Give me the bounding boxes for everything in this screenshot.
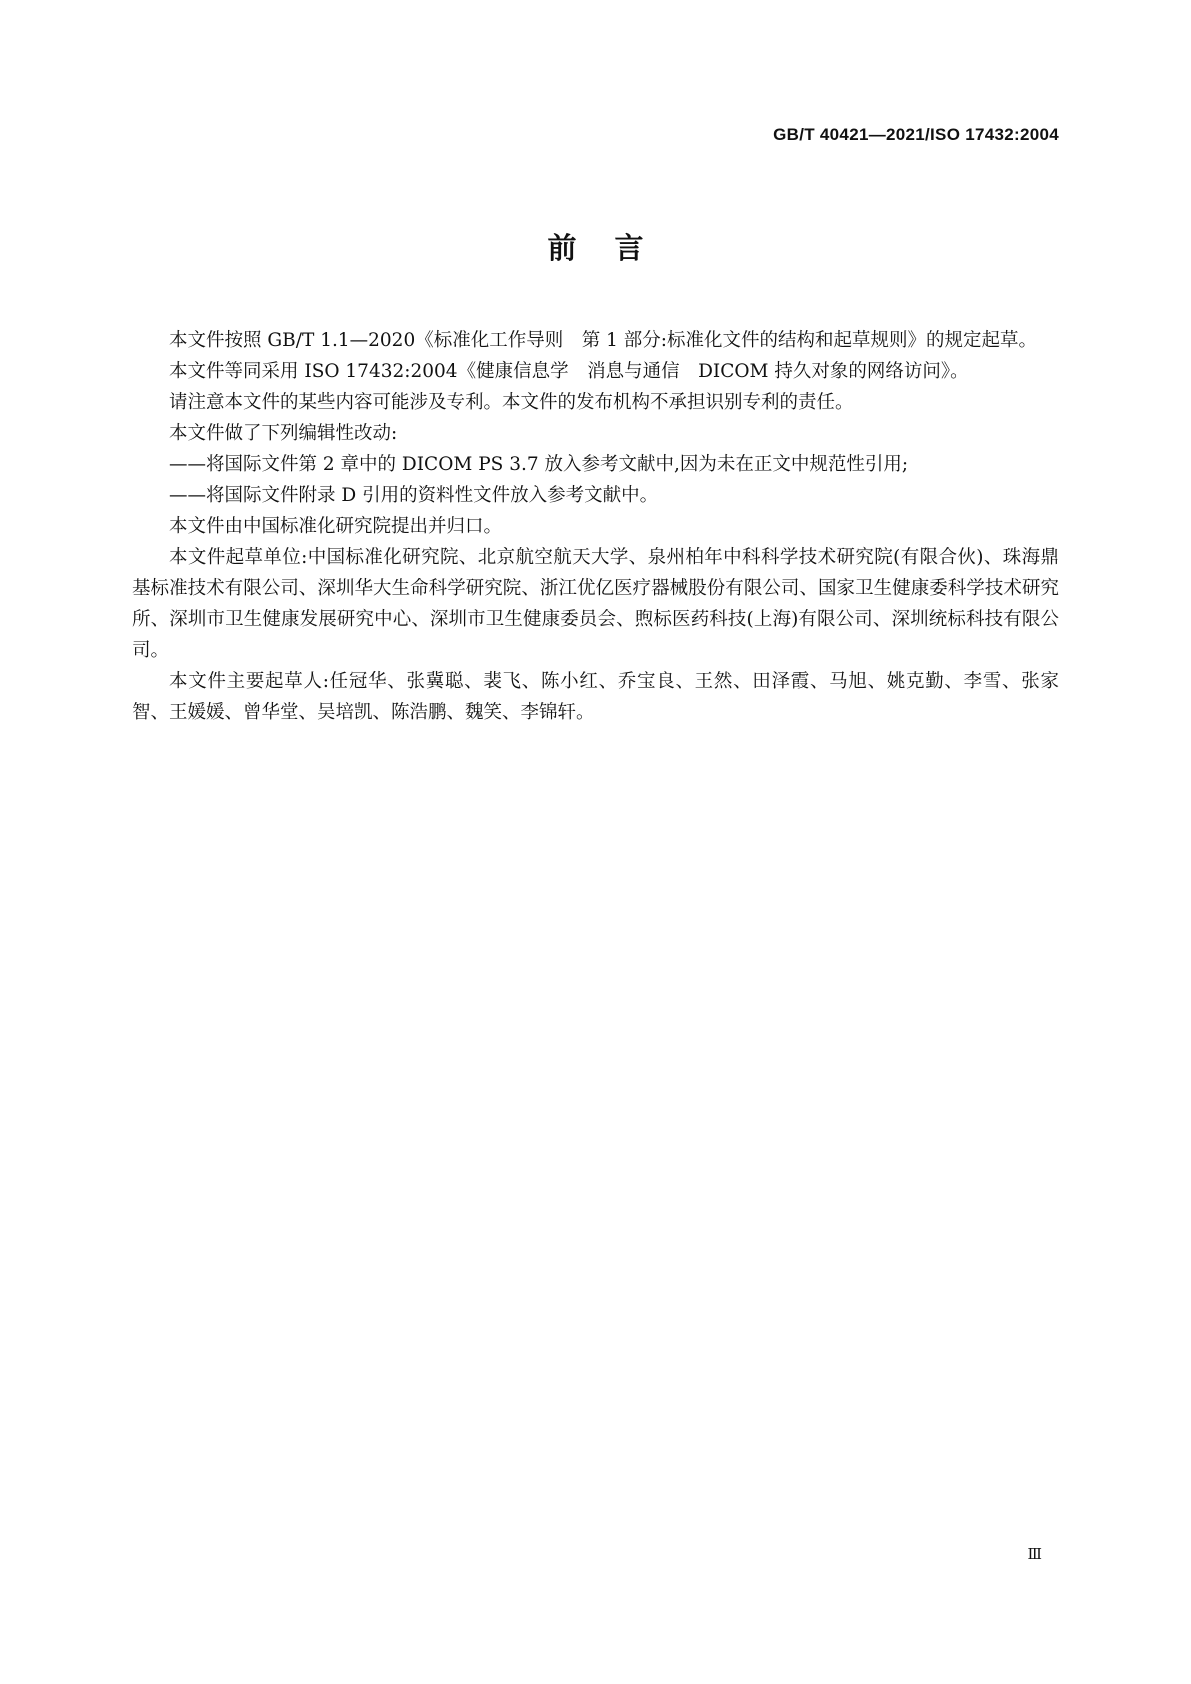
paragraph-adoption: 本文件等同采用 ISO 17432:2004《健康信息学 消息与通信 DICOM 持久对象的网络访问》。 — [169, 361, 969, 382]
paragraph-drafting-rules: 本文件按照 GB/T 1.1—2020《标准化工作导则 第 1 部分:标准化文件的结构和起草规则》的规定起草。 — [169, 330, 1037, 351]
paragraph-proposer: 本文件由中国标准化研究院提出并归口。 — [169, 516, 503, 537]
paragraph-edits-intro: 本文件做了下列编辑性改动: — [169, 423, 398, 444]
paragraph-drafters: 本文件主要起草人:任冠华、张冀聪、裴飞、陈小红、乔宝良、王然、田泽霞、马旭、姚克勤、李雪、张家智、王媛媛、曾华堂、吴培凯、陈浩鹏、魏笑、李锦轩。 — [132, 671, 1059, 723]
page-title: 前言 — [547, 231, 682, 265]
standard-number: GB/T 40421—2021/ISO 17432:2004 — [773, 125, 1059, 144]
paragraph-patent-notice: 请注意本文件的某些内容可能涉及专利。本文件的发布机构不承担识别专利的责任。 — [169, 392, 854, 413]
foreword-body — [132, 325, 1059, 728]
paragraph-drafting-units: 本文件起草单位:中国标准化研究院、北京航空航天大学、泉州柏年中科科学技术研究院(有限合伙)、珠海鼎基标准技术有限公司、深圳华大生命科学研究院、浙江优亿医疗器械股份有限公司、国家卫生健康委科学技术研究所、深圳市卫生健康发展研究中心、深圳市卫生健康委员会、煦标医药科技(上海)有限公司、深圳统标科技有限公司。 — [132, 547, 1059, 661]
list-item-edit-2: ——将国际文件附录 D 引用的资料性文件放入参考文献中。 — [169, 485, 659, 506]
page-number: Ⅲ — [1027, 1545, 1043, 1563]
list-item-edit-1: ——将国际文件第 2 章中的 DICOM PS 3.7 放入参考文献中,因为未在正文中规范性引用; — [169, 454, 909, 475]
